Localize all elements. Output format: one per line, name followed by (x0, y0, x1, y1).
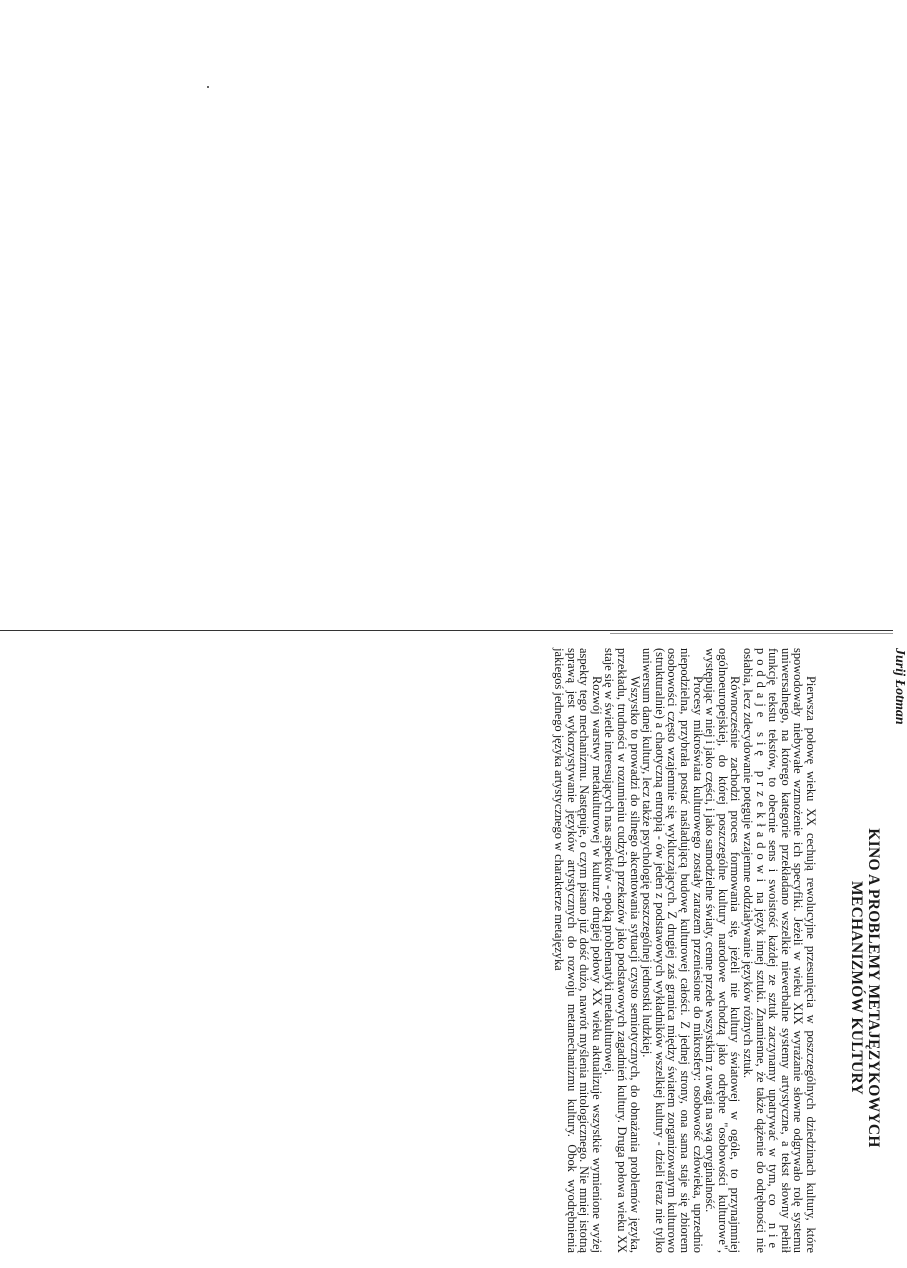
paragraph-1 (741, 648, 817, 1253)
paragraph-1-lead: Pierwsza połowę wieku XX cechują rewolucyjne przesunięcia w poszczególnych dziedzinach kultury, które spowodowały niebywałe wzmożenie ich specyfiki. Jeżeli w wieku XIX wyrażanie słowne odgrywało rolę systemu uniwersalnego, na którego kategorie przekładano wszelkie niewerbalne systemy artystyczne, a tekst słowny pełnił funkcję tekstu tekstów, to obecnie sens i swoistość każdej ze sztuk zaczynamy upatrywać w tym, c (766, 648, 818, 1253)
article-title (848, 728, 882, 1248)
article-body (553, 648, 817, 1253)
page-fold-line (0, 630, 893, 631)
page-fold-line-shadow (610, 633, 893, 634)
paragraph-5: Rozwój warstwy metakulturowej w kulturze drugiej połowy XX wieku aktualizuje wszystkie wymienione wyżej aspekty tego mechanizmu. Następuje, o czym pisano już dość dużo, nawrót myślenia mitologicznego. Nie mniej istotną sprawą jest wykorzystywanie języków artystycznych do rozwoju metamechanizmu kultury. Obok wyodrębnienia jakiegoś jednego języka artystycznego w charakterze metajęzyka (552, 648, 604, 1253)
rotated-book-page (52, 648, 907, 1268)
paragraph-4: Wszystko to prowadzi do silnego akcentowania sytuacji czysto semiotycznych, do obnażania problemów języka, przekładu, trudności w rozumieniu cudzych przekazów jako podstawowych zagadnień kultury. Druga połowa wieku XX staje się w świetle interesujących nas aspektów - epoką problematyki metakulturowej. (602, 648, 642, 1253)
scan-speck (207, 86, 209, 88)
author-name: Jurij Łotman (892, 648, 907, 725)
article-title-line-1: KINO A PROBLEMY METAJĘZYKOWYCH (865, 828, 882, 1148)
paragraph-2: Równocześnie zachodzi proces formowania się, jeżeli nie kultury światowej w ogóle, to przynajmniej ogólnoeuropejskiej, do której poszczególne kultury narodowe wchodzą jako odrębne "osobowości kulturowe", występując w niej i jako części, i jako samodzielne światy, cenne przede wszystkim z uwagi na swą oryginalność. (703, 648, 743, 1253)
paragraph-1-spaced-emphasis: o nie poddaje się przekładowi (753, 648, 781, 1253)
paragraph-1-tail: na język innej sztuki. Znamienne, że także dążenie do odrębności nie osłabia, lecz zdecydowanie potęguje wzajemne oddziaływanie języków różnych sztuk. (741, 648, 768, 1254)
article-title-line-2: MECHANIZMÓW KULTURY (848, 881, 865, 1095)
paragraph-3: Procesy mikroświata kulturowego zostały zarazem przeniesione do mikrosfery: osobowość człowieka, uprzednio niepodzielna, przybrała postać naśladującą budowę kulturowej całości. Z jednej strony, ona sama staje się zbiorem osobowości często wzajemnie się wykluczających. Z drugiej zaś granica między światem zorganizowanym kulturowo (strukturalnie) a chaotyczną entropią - ów jeden z podstawowych wykładników wszelkiej kultury - dzieli teraz nie tylko uniwersum danej kultury, lecz także psychologię poszczególnej jednostki ludzkiej. (640, 648, 705, 1253)
page-content (52, 648, 907, 1268)
